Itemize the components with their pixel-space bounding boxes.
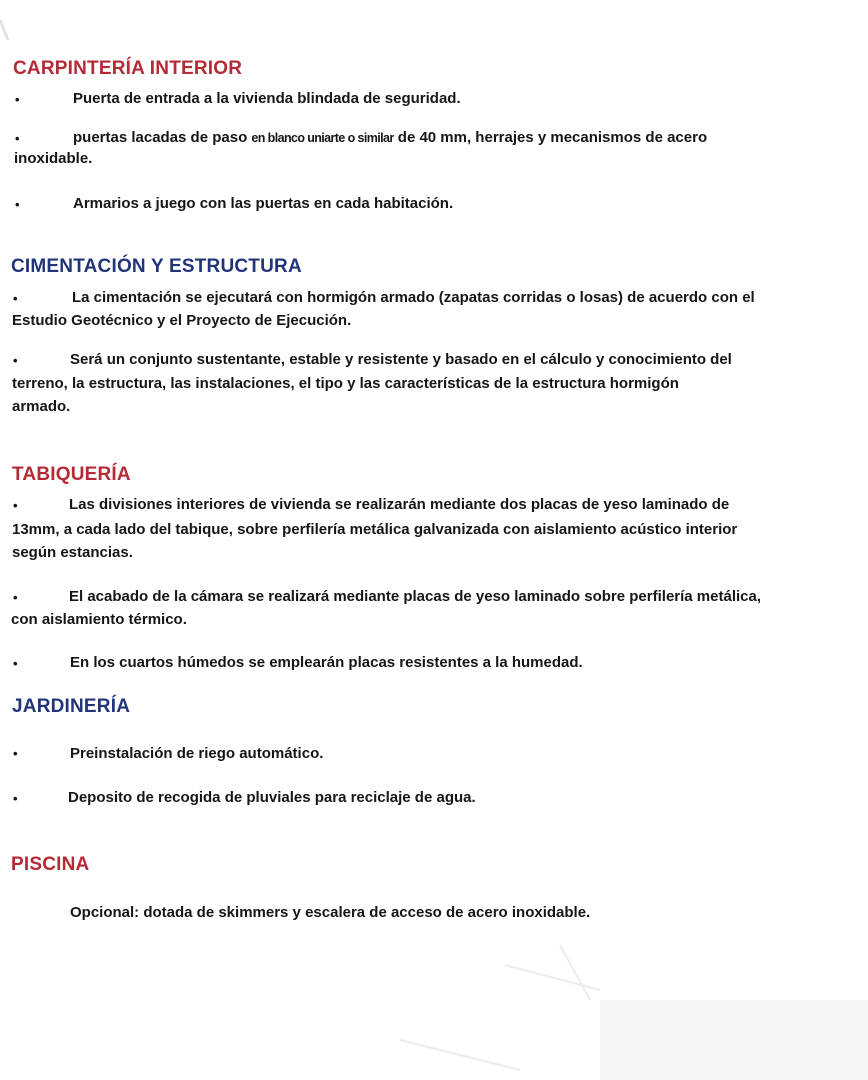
bullet-icon: • xyxy=(13,590,18,605)
bullet-icon: • xyxy=(13,498,18,513)
list-item-continuation: con aislamiento térmico. xyxy=(11,611,187,628)
list-item-continuation: Estudio Geotécnico y el Proyecto de Ejecución. xyxy=(12,312,352,329)
section-title-carpinteria: CARPINTERÍA INTERIOR xyxy=(13,58,243,79)
section-title-piscina: PISCINA xyxy=(11,854,90,875)
bullet-icon: • xyxy=(13,291,18,306)
section-title-jardineria: JARDINERÍA xyxy=(12,696,131,717)
section-title-cimentacion: CIMENTACIÓN Y ESTRUCTURA xyxy=(11,256,302,277)
bullet-icon: • xyxy=(15,197,20,212)
bullet-icon: • xyxy=(15,92,20,107)
bullet-icon: • xyxy=(13,353,18,368)
list-item-text: puertas lacadas de paso xyxy=(73,129,252,146)
list-item-text-condensed: en blanco uniarte o similar xyxy=(251,131,394,145)
list-item: Preinstalación de riego automático. xyxy=(70,745,324,762)
bullet-icon: • xyxy=(13,656,18,671)
list-item-continuation: inoxidable. xyxy=(14,150,93,167)
list-item: La cimentación se ejecutará con hormigón armado (zapatas corridas o losas) de acuerdo con el xyxy=(72,289,755,306)
list-item: Deposito de recogida de pluviales para reciclaje de agua. xyxy=(68,789,476,806)
list-item-continuation: 13mm, a cada lado del tabique, sobre perfilería metálica galvanizada con aislamiento acústico interior xyxy=(12,521,738,538)
list-item-continuation: armado. xyxy=(12,398,71,415)
list-item: Puerta de entrada a la vivienda blindada de seguridad. xyxy=(73,90,461,107)
list-item-text: de 40 mm, herrajes y mecanismos de acero xyxy=(393,129,708,146)
list-item: En los cuartos húmedos se emplearán placas resistentes a la humedad. xyxy=(70,654,583,671)
list-item: Las divisiones interiores de vivienda se realizarán mediante dos placas de yeso laminado de xyxy=(69,496,730,513)
list-item: El acabado de la cámara se realizará mediante placas de yeso laminado sobre perfilería metálica, xyxy=(69,588,761,605)
list-item: Será un conjunto sustentante, estable y resistente y basado en el cálculo y conocimiento del xyxy=(70,351,732,368)
list-item: Opcional: dotada de skimmers y escalera de acceso de acero inoxidable. xyxy=(70,904,591,921)
list-item: Armarios a juego con las puertas en cada habitación. xyxy=(73,195,454,212)
list-item xyxy=(73,128,707,148)
bullet-icon: • xyxy=(13,791,18,806)
section-title-tabiqueria: TABIQUERÍA xyxy=(12,464,131,485)
list-item-continuation: según estancias. xyxy=(12,544,133,561)
list-item-continuation: terreno, la estructura, las instalaciones, el tipo y las características de la estructura hormigón xyxy=(12,375,679,392)
bullet-icon: • xyxy=(15,131,20,146)
bullet-icon: • xyxy=(13,746,18,761)
